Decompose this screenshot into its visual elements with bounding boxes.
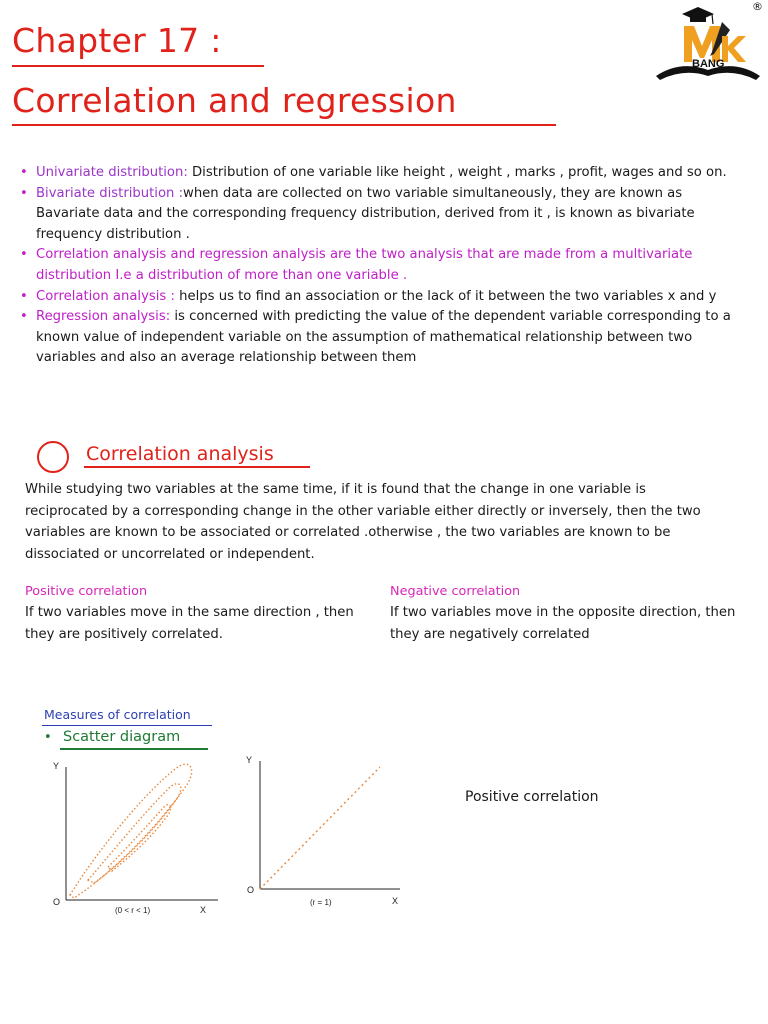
list-item xyxy=(20,163,742,184)
chapter-subtitle-underline xyxy=(12,124,556,126)
list-item xyxy=(20,287,742,308)
bullet-text: Distribution of one variable like height , weight , marks , profit, wages and so on. xyxy=(187,165,727,180)
d1-caption: (0 < r < 1) xyxy=(115,906,151,915)
positive-label: Positive correlation xyxy=(25,584,148,599)
scatter-diagram-perfect xyxy=(240,755,410,920)
bullet-label: Correlation analysis : xyxy=(36,288,175,304)
bullet-text: is concerned with predicting the value of the dependent variable corresponding to a known value of independent variable on the assumption of mathematical relationship between two variables and also an average relationship between them xyxy=(36,309,731,366)
bullet-label: Bivariate distribution : xyxy=(36,185,184,201)
scatter-bullet: • xyxy=(44,730,52,745)
brand-logo xyxy=(652,2,764,84)
bullet-text: helps us to find an association or the lack of it between the two variables x and y xyxy=(174,288,717,304)
section-paragraph: While studying two variables at the same time, if it is found that the change in one variable is reciprocated by a corresponding change in the other variable either directly or inversely, then the two variables are known to be associated or correlated .otherwise , the two variables are known to be dissociated or uncorrelated or independent. xyxy=(25,482,701,562)
d2-caption: (r = 1) xyxy=(310,898,332,907)
positive-text: If two variables move in the same direction , then they are positively correlated. xyxy=(25,605,354,642)
negative-label: Negative correlation xyxy=(390,584,521,599)
d2-x-label: X xyxy=(392,896,399,906)
scatter-underline xyxy=(60,748,208,750)
measures-underline xyxy=(42,725,212,726)
scatter-title: Scatter diagram xyxy=(63,729,181,745)
bullet-text: when data are collected on two variable simultaneously, they are known as Bavariate data and the corresponding frequency distribution, derived from it , is known as bivariate frequency distribution . xyxy=(36,185,695,242)
registered-mark: ® xyxy=(752,0,763,13)
d1-x-label: X xyxy=(200,905,207,915)
d2-y-label: Y xyxy=(246,755,253,765)
chapter-title-underline xyxy=(12,65,264,67)
logo-graphic xyxy=(652,2,764,84)
logo-text: BANG xyxy=(692,58,725,70)
d2-origin-label: O xyxy=(247,885,255,895)
scatter-diagram-partial xyxy=(40,755,230,920)
diagram-note: Positive correlation xyxy=(465,789,599,805)
section-title: Correlation analysis xyxy=(86,443,274,465)
bullet-text: Correlation analysis and regression analysis are the two analysis that are made from a multivariate distribution I.e a distribution of more than one variable . xyxy=(36,247,693,283)
chapter-subtitle: Correlation and regression xyxy=(12,81,457,120)
list-item xyxy=(20,307,742,369)
measures-title: Measures of correlation xyxy=(44,707,191,722)
section-circle-icon xyxy=(37,441,69,473)
bullet-label: Univariate distribution: xyxy=(36,165,188,180)
list-item xyxy=(20,184,742,246)
d1-origin-label: O xyxy=(53,897,61,907)
list-item xyxy=(20,245,742,286)
d1-y-label: Y xyxy=(53,761,60,771)
bullet-label: Regression analysis: xyxy=(36,309,171,325)
chapter-title: Chapter 17 : xyxy=(12,21,222,60)
negative-text: If two variables move in the opposite direction, then they are negatively correlated xyxy=(390,605,736,642)
section-title-underline xyxy=(84,466,310,468)
definitions-list xyxy=(20,163,742,369)
